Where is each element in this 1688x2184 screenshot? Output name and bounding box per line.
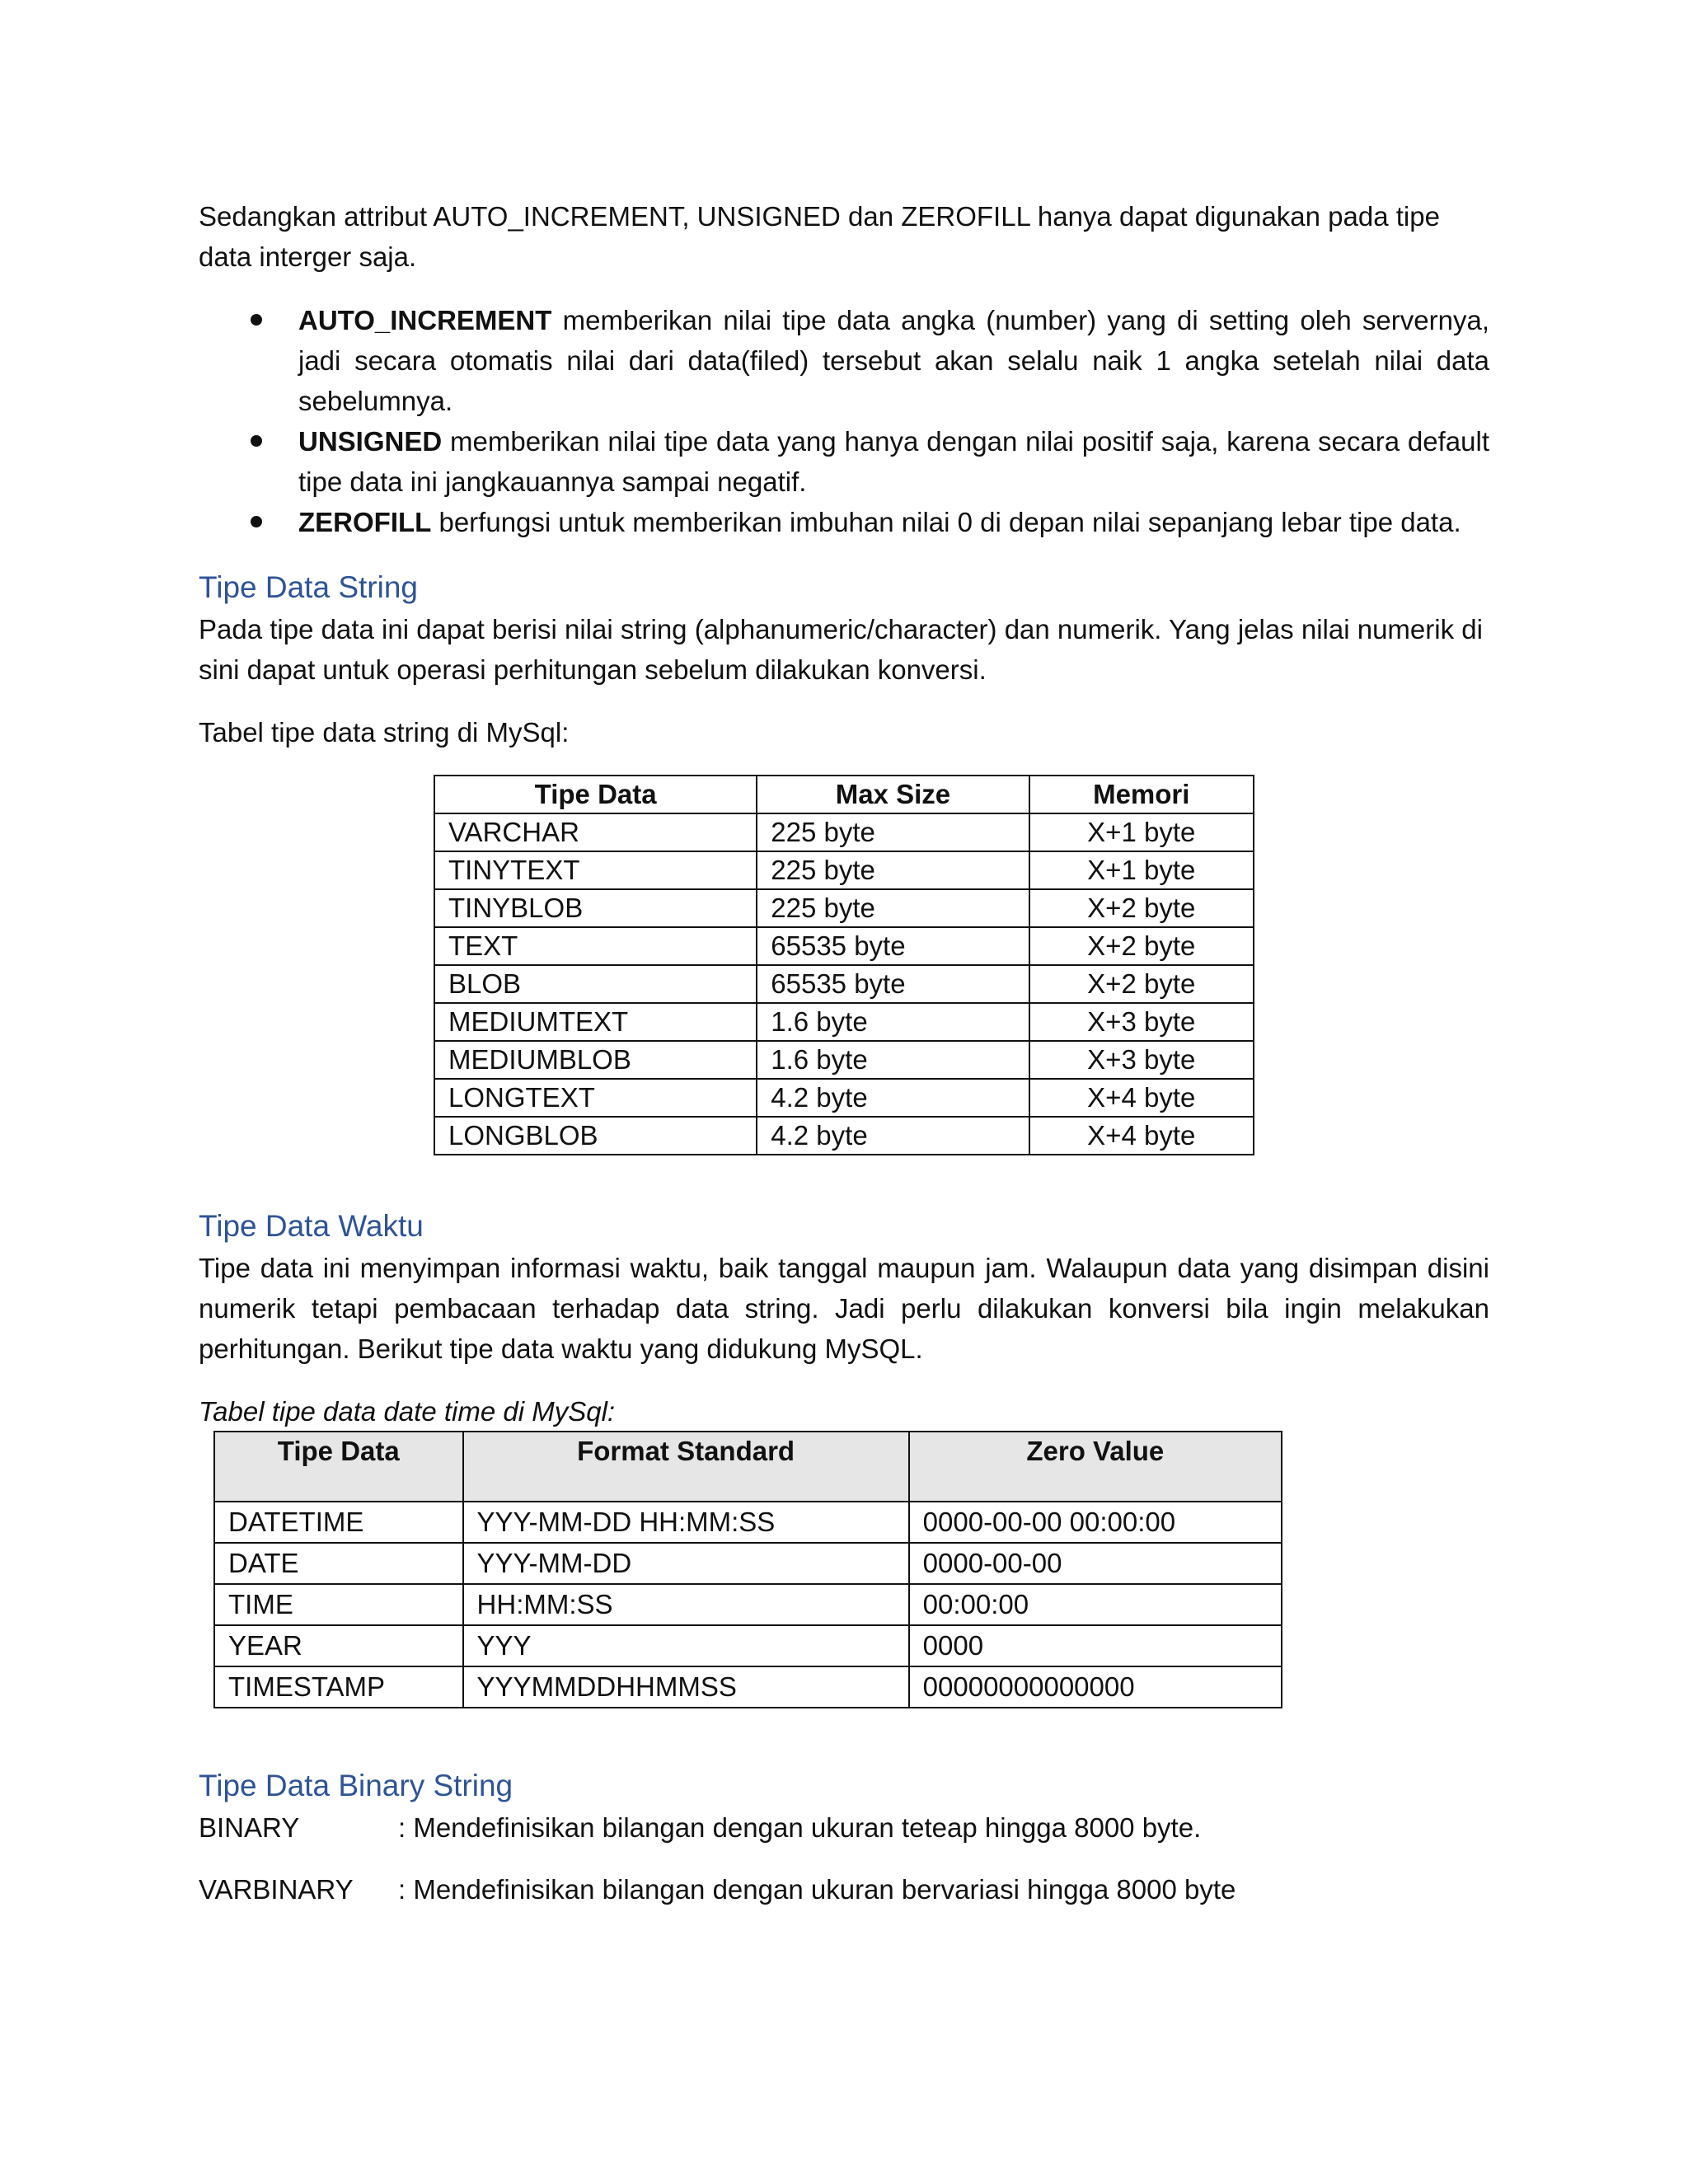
table-row (434, 1117, 1254, 1155)
string-paragraph: Pada tipe data ini dapat berisi nilai string (alphanumeric/character) dan numerik. Yang jelas nilai numerik di sini dapat untuk operasi perhitungan sebelum dilakukan konversi. (199, 614, 1483, 685)
list-item: UNSIGNED memberikan nilai tipe data yang hanya dengan nilai positif saja, karena secara default tipe data ini jangkauannya sampai negatif. (199, 421, 1489, 502)
table-cell: YEAR (214, 1625, 463, 1666)
table-cell: 0000-00-00 (909, 1543, 1282, 1584)
column-header: Memori (1029, 776, 1254, 813)
attribute-list (199, 300, 1489, 542)
table-row (434, 813, 1254, 851)
table-cell: LONGTEXT (434, 1079, 757, 1117)
table-cell: 4.2 byte (757, 1079, 1029, 1117)
table-cell: TINYBLOB (434, 889, 757, 927)
table-cell: X+2 byte (1029, 927, 1254, 965)
table-cell: 0000 (909, 1625, 1282, 1666)
table-row (214, 1584, 1282, 1625)
binary-heading: Tipe Data Binary String (199, 1769, 513, 1802)
definition-row (199, 1869, 1489, 1910)
definition-term: BINARY (199, 1812, 300, 1843)
table-cell: MEDIUMTEXT (434, 1003, 757, 1041)
table-cell: TINYTEXT (434, 851, 757, 889)
table-cell: X+1 byte (1029, 851, 1254, 889)
table-row (434, 965, 1254, 1003)
table-cell: MEDIUMBLOB (434, 1041, 757, 1079)
table-cell: TEXT (434, 927, 757, 965)
table-cell: LONGBLOB (434, 1117, 757, 1155)
table-header-row (214, 1432, 1282, 1502)
table-cell: TIMESTAMP (214, 1666, 463, 1708)
table-cell: X+2 byte (1029, 965, 1254, 1003)
table-row (434, 927, 1254, 965)
definition-desc: : Mendefinisikan bilangan dengan ukuran bervariasi hingga 8000 byte (398, 1874, 1236, 1905)
table-row (434, 1079, 1254, 1117)
waktu-table-caption: Tabel tipe data date time di MySql: (199, 1396, 616, 1427)
string-table-caption: Tabel tipe data string di MySql: (199, 717, 570, 748)
column-header: Tipe Data (434, 776, 757, 813)
table-cell: X+1 byte (1029, 813, 1254, 851)
table-cell: X+4 byte (1029, 1117, 1254, 1155)
column-header: Tipe Data (214, 1432, 463, 1502)
waktu-paragraph: Tipe data ini menyimpan informasi waktu, baik tanggal maupun jam. Walaupun data yang disimpan disini numerik tetapi pembacaan terhadap data string. Jadi perlu dilakukan konversi bila ingin melakukan perhitungan. Berikut tipe data waktu yang didukung MySQL. (199, 1253, 1489, 1364)
table-cell: 1.6 byte (757, 1041, 1029, 1079)
bullet-icon (251, 516, 262, 527)
table-row (214, 1666, 1282, 1708)
list-item: ZEROFILL berfungsi untuk memberikan imbuhan nilai 0 di depan nilai sepanjang lebar tipe data. (199, 502, 1489, 542)
list-item: AUTO_INCREMENT memberikan nilai tipe data angka (number) yang di setting oleh servernya, jadi secara otomatis nilai dari data(filed) tersebut akan selalu naik 1 angka setelah nilai data sebelumnya. (199, 300, 1489, 421)
table-row (214, 1625, 1282, 1666)
table-cell: HH:MM:SS (463, 1584, 909, 1625)
table-cell: X+3 byte (1029, 1041, 1254, 1079)
column-header: Zero Value (909, 1432, 1282, 1502)
table-row (434, 1041, 1254, 1079)
table-cell: X+4 byte (1029, 1079, 1254, 1117)
datetime-type-table (213, 1431, 1282, 1708)
table-cell: X+3 byte (1029, 1003, 1254, 1041)
bullet-icon (251, 435, 262, 447)
definition-term: VARBINARY (199, 1874, 354, 1905)
waktu-heading: Tipe Data Waktu (199, 1209, 424, 1243)
table-row (214, 1502, 1282, 1543)
table-cell: YYY (463, 1625, 909, 1666)
table-cell: 00:00:00 (909, 1584, 1282, 1625)
table-cell: 1.6 byte (757, 1003, 1029, 1041)
string-type-table (434, 775, 1254, 1155)
table-row (214, 1543, 1282, 1584)
table-cell: 4.2 byte (757, 1117, 1029, 1155)
table-header-row (434, 776, 1254, 813)
table-cell: VARCHAR (434, 813, 757, 851)
table-row (434, 1003, 1254, 1041)
definition-desc: : Mendefinisikan bilangan dengan ukuran teteap hingga 8000 byte. (398, 1812, 1202, 1843)
string-heading: Tipe Data String (199, 570, 418, 604)
column-header: Max Size (757, 776, 1029, 813)
definition-row (199, 1807, 1489, 1848)
table-cell: DATE (214, 1543, 463, 1584)
intro-paragraph: Sedangkan attribut AUTO_INCREMENT, UNSIGNED dan ZEROFILL hanya dapat digunakan pada tipe data interger saja. (199, 201, 1440, 272)
table-cell: TIME (214, 1584, 463, 1625)
table-cell: YYY-MM-DD (463, 1543, 909, 1584)
table-cell: X+2 byte (1029, 889, 1254, 927)
table-cell: 65535 byte (757, 927, 1029, 965)
table-cell: YYYMMDDHHMMSS (463, 1666, 909, 1708)
table-cell: 225 byte (757, 889, 1029, 927)
table-cell: 00000000000000 (909, 1666, 1282, 1708)
table-row (434, 851, 1254, 889)
table-cell: DATETIME (214, 1502, 463, 1543)
table-cell: YYY-MM-DD HH:MM:SS (463, 1502, 909, 1543)
table-row (434, 889, 1254, 927)
bullet-icon (251, 314, 262, 326)
table-cell: 225 byte (757, 813, 1029, 851)
table-cell: BLOB (434, 965, 757, 1003)
table-cell: 65535 byte (757, 965, 1029, 1003)
table-cell: 0000-00-00 00:00:00 (909, 1502, 1282, 1543)
column-header: Format Standard (463, 1432, 909, 1502)
table-cell: 225 byte (757, 851, 1029, 889)
